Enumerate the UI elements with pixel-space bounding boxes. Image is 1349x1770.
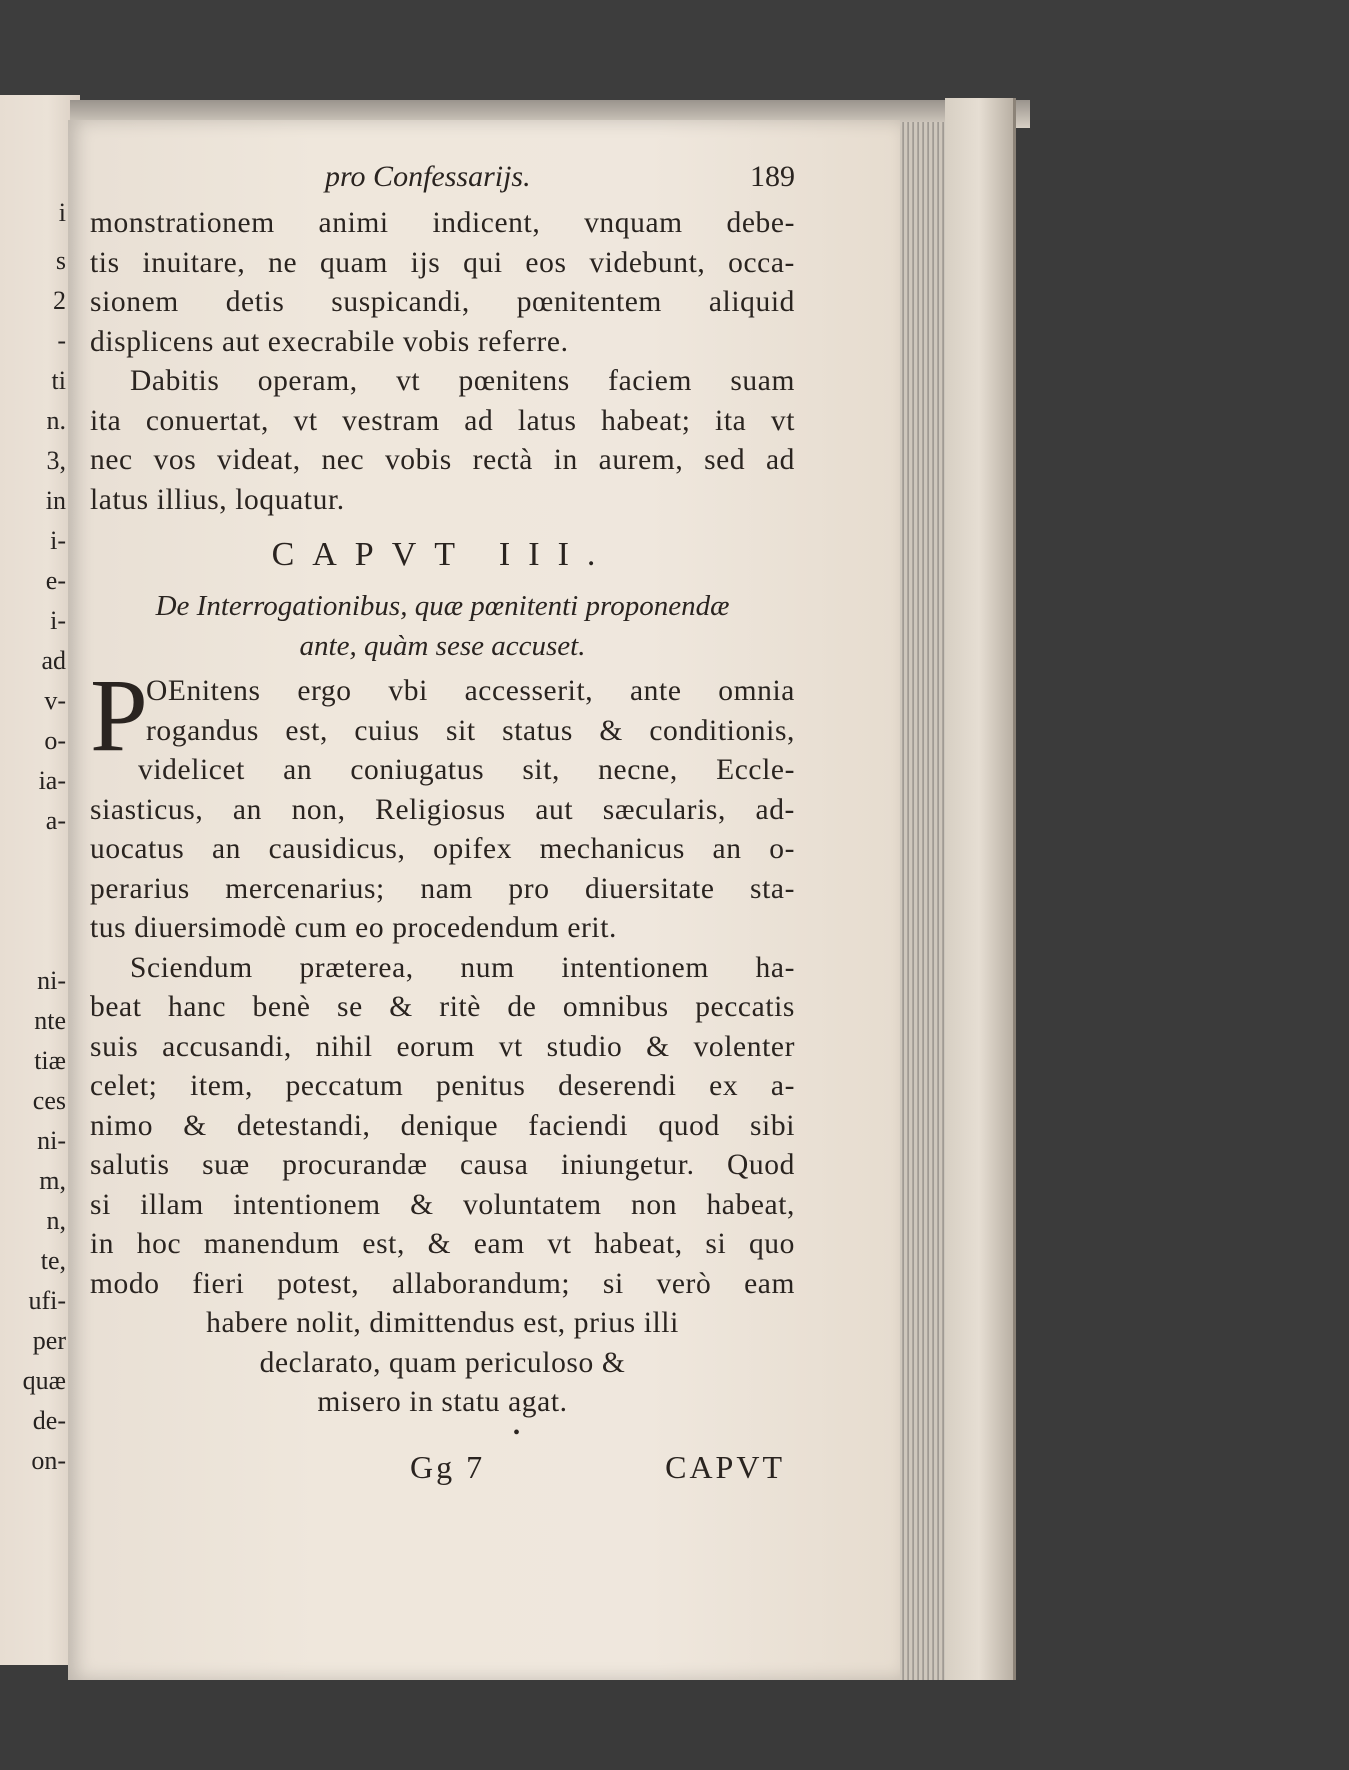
paragraph-4 bbox=[90, 949, 795, 1423]
text-line: latus illius, loquatur. bbox=[90, 483, 345, 516]
text-line: in hoc manendum est, & eam vt habeat, si quo bbox=[90, 1228, 795, 1260]
text-line: celet; item, peccatum penitus deserendi ex a- bbox=[90, 1070, 795, 1102]
left-page-text-fragment: - bbox=[57, 326, 66, 355]
left-page-text-fragment: per bbox=[32, 1326, 66, 1355]
left-page-text-fragment: in bbox=[45, 486, 66, 515]
ornament-dot: • bbox=[512, 1421, 520, 1444]
text-line: rogandus est, cuius sit status & conditionis, bbox=[146, 714, 795, 747]
catchword: CAPVT bbox=[665, 1448, 785, 1485]
text-line: Dabitis operam, vt pœnitens faciem suam bbox=[130, 365, 795, 397]
text-line-tapered: habere nolit, dimittendus est, prius illi bbox=[206, 1307, 679, 1339]
text-line: nec vos videat, nec vobis rectà in aurem, sed ad bbox=[90, 444, 795, 476]
left-page-text-fragment: n. bbox=[46, 406, 66, 435]
left-page-text-fragment: n, bbox=[46, 1206, 66, 1235]
text-line: OEnitens ergo vbi accesserit, ante omnia bbox=[146, 675, 795, 707]
text-line: salutis suæ procurandæ causa iniungetur. Quod bbox=[90, 1149, 795, 1181]
text-line: siasticus, an non, Religiosus aut sæcularis, ad- bbox=[90, 793, 795, 826]
left-page-text-fragment: v- bbox=[44, 686, 66, 715]
signature-mark: Gg 7 bbox=[410, 1448, 486, 1485]
paragraph-3 bbox=[90, 658, 795, 949]
left-page-text-fragment: ia- bbox=[38, 766, 66, 795]
running-head bbox=[90, 160, 795, 204]
text-line: uocatus an causidicus, opifex mechanicus an o- bbox=[90, 833, 795, 865]
left-page-text-fragment: i bbox=[58, 198, 66, 227]
text-line: displicens aut execrabile vobis referre. bbox=[90, 325, 569, 358]
left-page-text-fragment: ti bbox=[51, 366, 66, 395]
chapter-subtitle-line-2: ante, quàm sese accuset. bbox=[299, 630, 586, 662]
left-page-text-fragment: 3, bbox=[46, 446, 66, 475]
text-line: si illam intentionem & voluntatem non habeat, bbox=[90, 1188, 795, 1221]
left-page-text-fragment: m, bbox=[39, 1166, 66, 1195]
left-page-text-fragment: ni- bbox=[37, 966, 66, 995]
text-line: sionem detis suspicandi, pœnitentem aliquid bbox=[90, 286, 795, 318]
left-page-text-fragment: 2 bbox=[53, 286, 66, 315]
bottom-background bbox=[60, 1680, 1020, 1770]
left-page-text-fragment: nte bbox=[34, 1006, 66, 1035]
page-number: 189 bbox=[750, 160, 795, 193]
left-page-text-fragment: de- bbox=[32, 1406, 66, 1435]
text-line: modo fieri potest, allaborandum; si verò eam bbox=[90, 1267, 795, 1300]
left-page-text-fragment: i- bbox=[50, 606, 66, 635]
text-line-tapered: declarato, quam periculoso & bbox=[259, 1346, 626, 1379]
drop-cap-initial: P bbox=[90, 658, 148, 773]
left-page-text-fragment: te, bbox=[40, 1246, 66, 1275]
text-line: monstrationem animi indicent, vnquam debe- bbox=[90, 207, 795, 239]
left-page-text-fragment: s bbox=[55, 246, 66, 275]
left-page-text-fragment: i- bbox=[50, 526, 66, 555]
page-footer bbox=[90, 1449, 795, 1486]
text-line: tus diuersimodè cum eo procedendum erit. bbox=[90, 912, 617, 944]
left-page-text-fragment: ufi- bbox=[28, 1286, 66, 1315]
text-line: ita conuertat, vt vestram ad latus habeat; ita vt bbox=[90, 404, 795, 437]
page-text bbox=[90, 160, 795, 1486]
text-line: perarius mercenarius; nam pro diuersitate sta- bbox=[90, 872, 795, 905]
text-line: videlicet an coniugatus sit, necne, Eccle- bbox=[138, 754, 795, 786]
left-page-text-fragment: on- bbox=[31, 1446, 66, 1475]
left-page-text-fragment: ni- bbox=[37, 1126, 66, 1155]
book-cover-edge bbox=[945, 98, 1016, 1698]
text-line: Sciendum præterea, num intentionem ha- bbox=[130, 951, 795, 984]
left-page-text-fragment: a- bbox=[45, 806, 66, 835]
text-line: beat hanc benè se & ritè de omnibus peccatis bbox=[90, 991, 795, 1023]
paragraph-2 bbox=[90, 362, 795, 520]
running-head-title: pro Confessarijs. bbox=[325, 160, 531, 193]
left-page-text-fragment: ces bbox=[32, 1086, 66, 1115]
text-line: nimo & detestandi, denique faciendi quod sibi bbox=[90, 1109, 795, 1142]
left-page-text-fragment: e- bbox=[45, 566, 66, 595]
text-line: tis inuitare, ne quam ijs qui eos videbunt, occa- bbox=[90, 246, 795, 279]
left-page-text-fragment: o- bbox=[44, 726, 66, 755]
left-page-text-fragment: quæ bbox=[22, 1366, 66, 1395]
left-page-text-fragment: tiæ bbox=[34, 1046, 66, 1075]
left-page-text-fragment: ad bbox=[41, 646, 66, 675]
paragraph-1 bbox=[90, 204, 795, 362]
chapter-subtitle-line-1: De Interrogationibus, quæ pœnitenti proponendæ bbox=[155, 590, 730, 622]
text-line: suis accusandi, nihil eorum vt studio & volenter bbox=[90, 1030, 795, 1063]
chapter-heading: CAPVT III. bbox=[271, 536, 614, 573]
text-line-tapered: misero in statu agat. bbox=[317, 1386, 568, 1418]
